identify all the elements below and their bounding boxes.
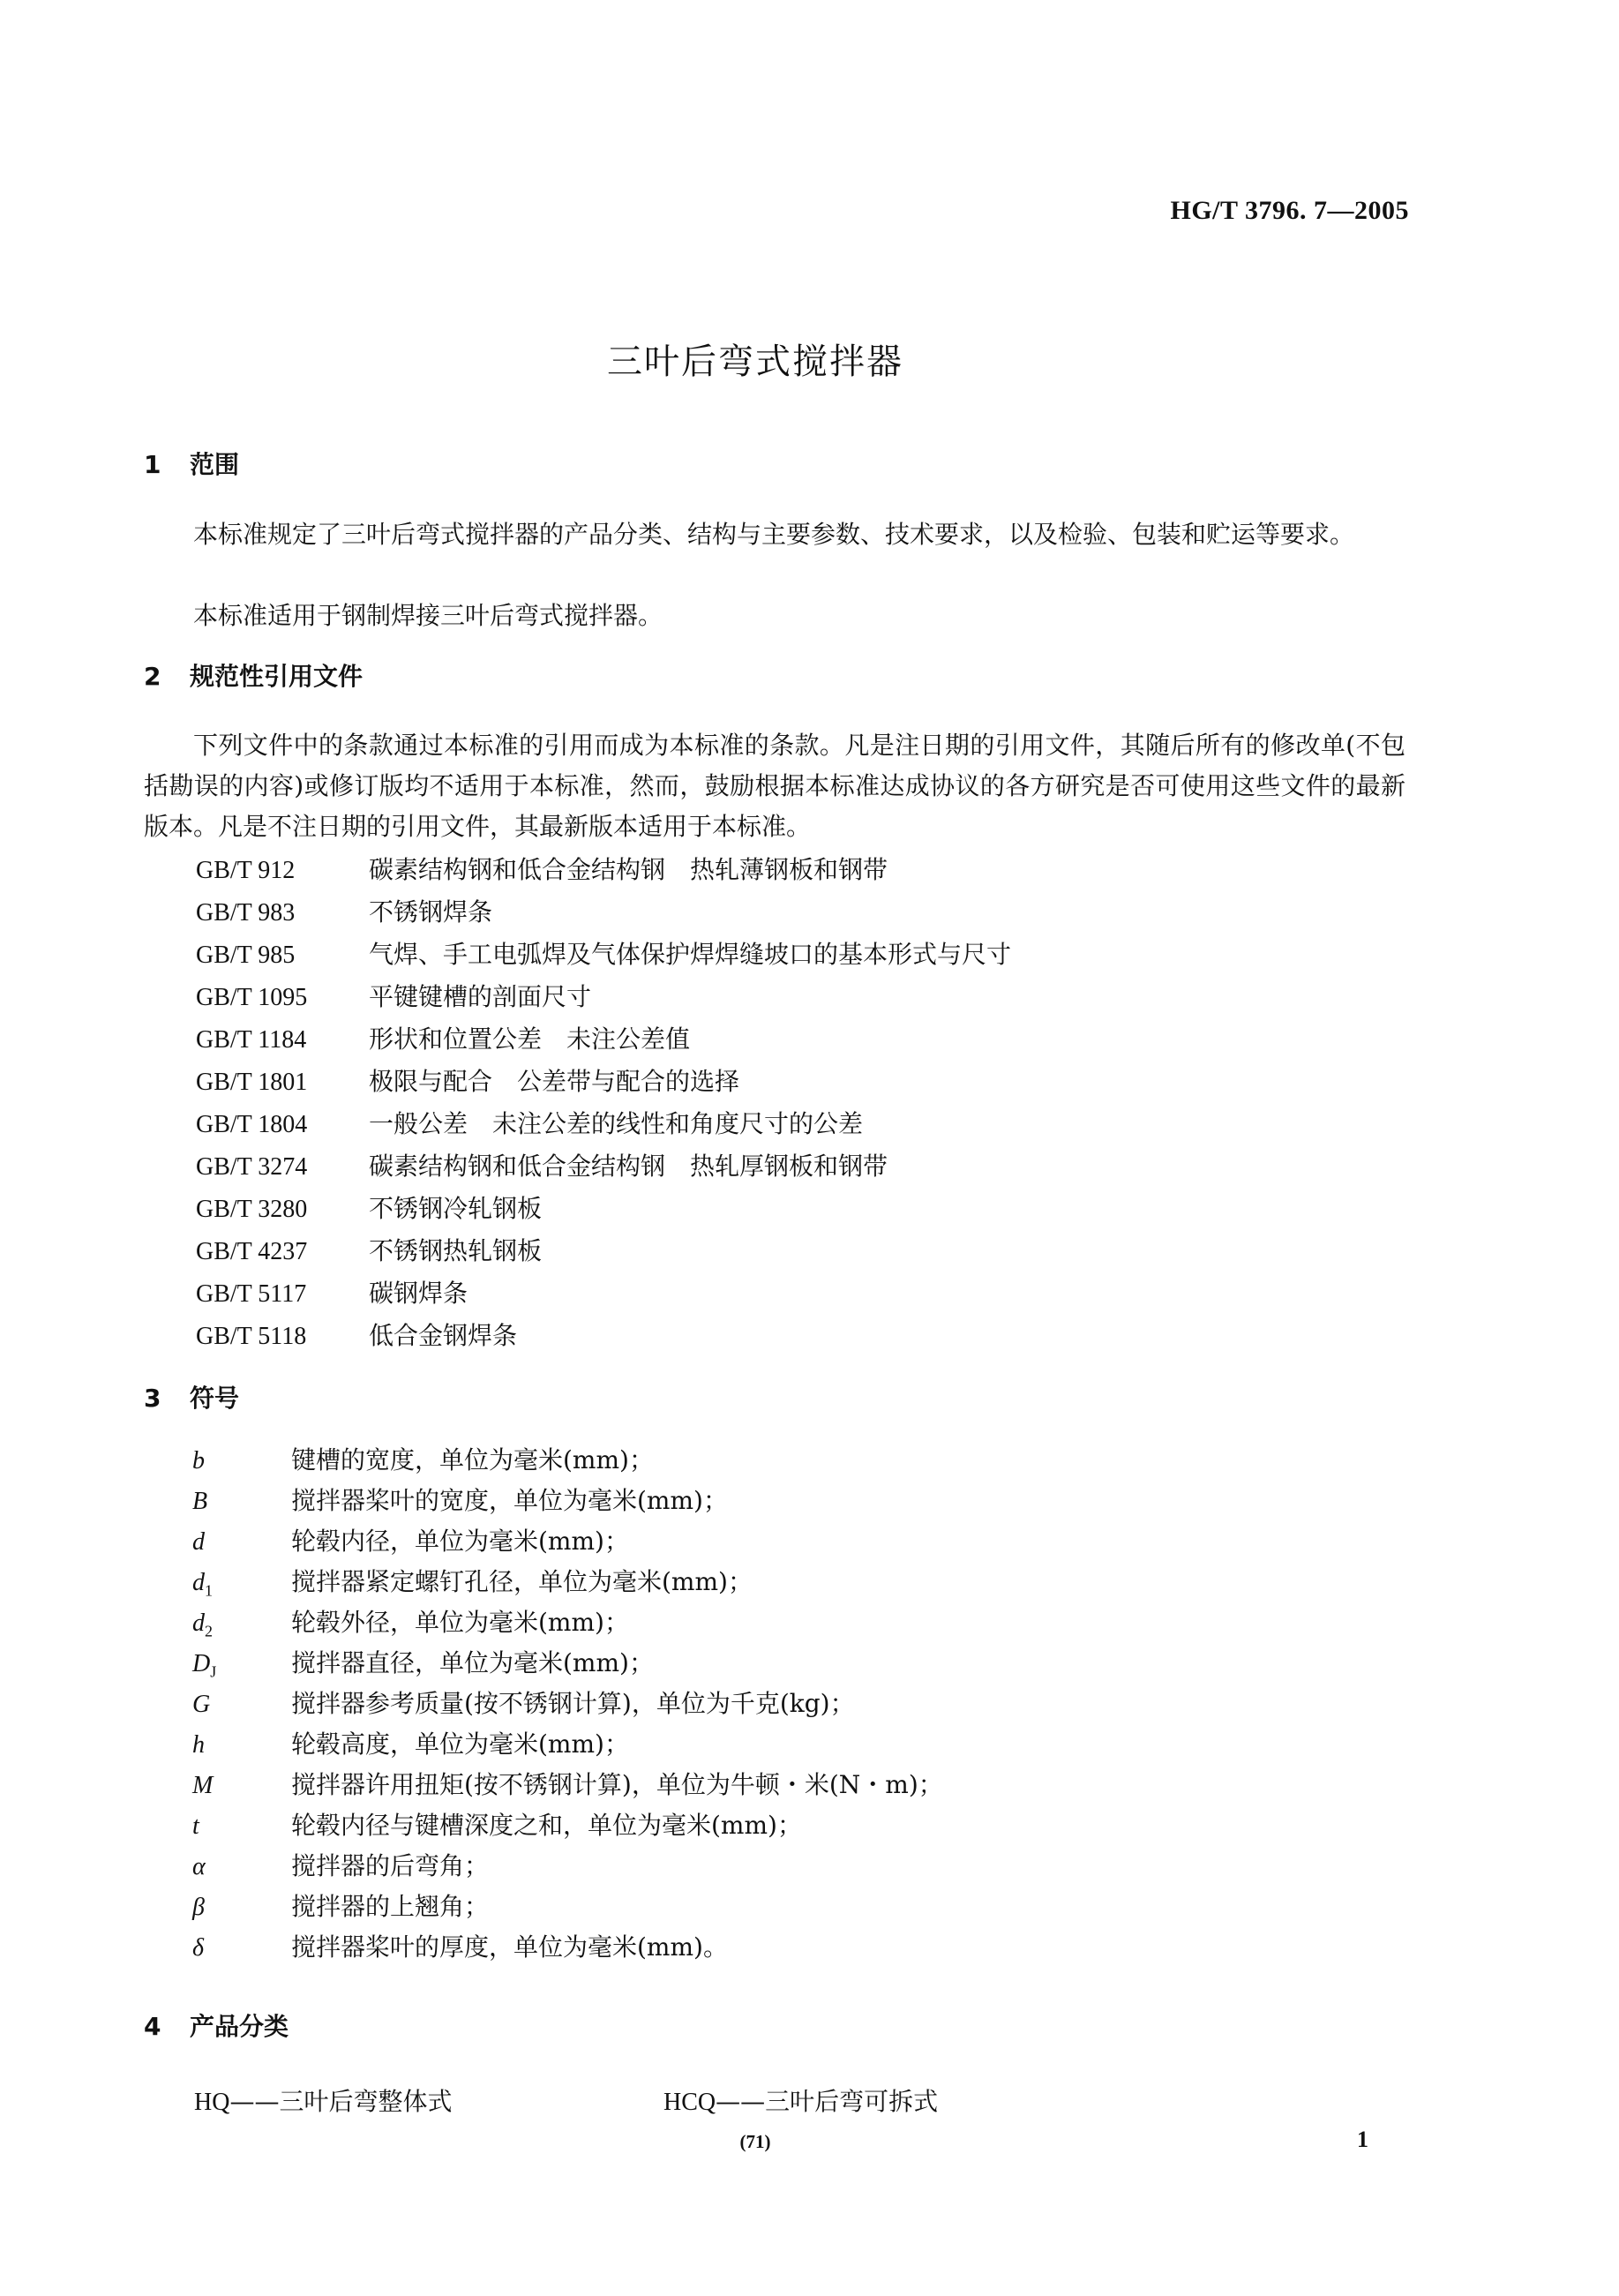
symbol-description: 搅拌器许用扭矩(按不锈钢计算)，单位为牛顿・米(N・m)； <box>291 1770 943 1799</box>
scope-paragraph-1: 本标准规定了三叶后弯式搅拌器的产品分类、结构与主要参数、技术要求，以及检验、包装和贮运等要求。 <box>193 520 1355 549</box>
section-title: 规范性引用文件 <box>190 662 364 691</box>
symbol-description: 轮毂高度，单位为毫米(mm)； <box>291 1730 629 1759</box>
reference-title: 平键键槽的剖面尺寸 <box>369 982 592 1011</box>
section-number: 4 <box>144 2012 161 2041</box>
reference-item <box>196 891 1431 934</box>
section-title: 符号 <box>190 1384 240 1413</box>
section-number: 3 <box>144 1384 161 1413</box>
reference-code: GB/T 1804 <box>196 1111 308 1138</box>
reference-code: GB/T 1184 <box>196 1026 307 1054</box>
symbol: B <box>192 1488 208 1515</box>
document-title: 三叶后弯式搅拌器 <box>607 341 903 382</box>
section-heading-classification <box>144 2007 289 2043</box>
section-title: 产品分类 <box>190 2012 289 2041</box>
classification-name: 三叶后弯整体式 <box>279 2087 453 2116</box>
symbol-description: 搅拌器直径，单位为毫米(mm)； <box>291 1648 654 1677</box>
symbol-item <box>192 1927 943 1968</box>
standard-code: HG/T 3796. 7—2005 <box>1170 196 1409 225</box>
reference-code: GB/T 1801 <box>196 1069 308 1096</box>
classification-item <box>663 2082 938 2118</box>
symbol: $D_J$ <box>192 1650 217 1681</box>
reference-code: GB/T 5117 <box>196 1280 307 1308</box>
reference-title: 不锈钢热轧钢板 <box>369 1236 543 1265</box>
classification-code: HCQ <box>663 2089 716 2116</box>
symbol: b <box>192 1447 205 1474</box>
section-number: 1 <box>144 450 161 479</box>
reference-item <box>196 849 1431 891</box>
reference-title: 极限与配合 公差带与配合的选择 <box>369 1067 740 1096</box>
page-marker: (71) <box>739 2131 771 2152</box>
symbol-description: 轮毂内径与键槽深度之和，单位为毫米(mm)； <box>291 1811 802 1840</box>
reference-title: 形状和位置公差 未注公差值 <box>369 1024 691 1054</box>
reference-item <box>196 1145 1431 1188</box>
section-number: 2 <box>144 662 161 691</box>
reference-item <box>196 934 1431 976</box>
classification-dash: —— <box>716 2087 766 2116</box>
section-heading-scope <box>144 446 239 481</box>
reference-item <box>196 1103 1431 1145</box>
symbol-item <box>192 1684 943 1724</box>
section-heading-symbols <box>144 1379 239 1414</box>
reference-title: 气焊、手工电弧焊及气体保护焊焊缝坡口的基本形式与尺寸 <box>369 940 1012 969</box>
symbol-description: 搅拌器的后弯角； <box>291 1851 490 1880</box>
reference-code: GB/T 912 <box>196 857 296 884</box>
symbol-item <box>192 1521 943 1562</box>
reference-code: GB/T 983 <box>196 899 296 927</box>
symbol: α <box>192 1853 206 1880</box>
symbol: $d_1$ <box>192 1569 213 1600</box>
reference-code: GB/T 3274 <box>196 1153 308 1181</box>
section-title: 范围 <box>190 450 240 479</box>
scope-paragraph-2: 本标准适用于钢制焊接三叶后弯式搅拌器。 <box>193 601 663 630</box>
classification-item <box>194 2082 452 2118</box>
symbol-item <box>192 1887 943 1927</box>
reference-code: GB/T 1095 <box>196 984 308 1011</box>
symbol-list <box>192 1440 943 1968</box>
reference-item <box>196 1018 1431 1061</box>
symbol: M <box>192 1772 214 1799</box>
reference-code: GB/T 985 <box>196 942 296 969</box>
reference-code: GB/T 4237 <box>196 1238 308 1265</box>
reference-title: 一般公差 未注公差的线性和角度尺寸的公差 <box>369 1109 864 1138</box>
symbol-description: 键槽的宽度，单位为毫米(mm)； <box>291 1445 654 1474</box>
page-number: 1 <box>1357 2127 1368 2152</box>
classification-code: HQ <box>194 2089 230 2116</box>
symbol-item <box>192 1846 943 1887</box>
symbol-description: 轮毂外径，单位为毫米(mm)； <box>291 1608 629 1637</box>
reference-title: 碳钢焊条 <box>369 1279 468 1308</box>
symbol-description: 搅拌器紧定螺钉孔径，单位为毫米(mm)； <box>291 1567 753 1596</box>
reference-title: 不锈钢焊条 <box>369 897 493 927</box>
section-heading-references <box>144 657 363 693</box>
symbol-description: 搅拌器的上翘角； <box>291 1892 490 1921</box>
symbol-description: 搅拌器桨叶的宽度，单位为毫米(mm)； <box>291 1486 728 1515</box>
symbol-item <box>192 1765 943 1805</box>
reference-code: GB/T 3280 <box>196 1196 308 1223</box>
reference-title: 碳素结构钢和低合金结构钢 热轧薄钢板和钢带 <box>369 855 888 884</box>
reference-title: 不锈钢冷轧钢板 <box>369 1194 543 1223</box>
classification-dash: —— <box>229 2087 280 2116</box>
symbol-item <box>192 1481 943 1521</box>
reference-item <box>196 1061 1431 1103</box>
reference-item <box>196 976 1431 1018</box>
reference-item <box>196 1188 1431 1230</box>
symbol: G <box>192 1691 211 1718</box>
references-intro: 下列文件中的条款通过本标准的引用而成为本标准的条款。凡是注日期的引用文件，其随后所有的修改单(不包括勘误的内容)或修订版均不适用于本标准，然而，鼓励根据本标准达成协议的各方研究是否可使用这些文件的最新版本。凡是不注日期的引用文件，其最新版本适用于本标准。 <box>144 731 1405 841</box>
symbol-item <box>192 1440 943 1481</box>
symbol: $d_2$ <box>192 1609 213 1640</box>
classification-name: 三叶后弯可拆式 <box>765 2087 939 2116</box>
reference-title: 低合金钢焊条 <box>369 1321 518 1350</box>
symbol: d <box>192 1528 205 1556</box>
symbol: t <box>192 1812 199 1840</box>
symbol-item <box>192 1724 943 1765</box>
symbol-item <box>192 1805 943 1846</box>
symbol-item <box>192 1643 943 1684</box>
symbol: h <box>192 1731 205 1759</box>
symbol-item <box>192 1602 943 1643</box>
reference-item <box>196 1272 1431 1315</box>
reference-code: GB/T 5118 <box>196 1323 307 1350</box>
symbol-description: 搅拌器参考质量(按不锈钢计算)，单位为千克(kg)； <box>291 1689 855 1718</box>
symbol-item <box>192 1562 943 1602</box>
symbol-description: 搅拌器桨叶的厚度，单位为毫米(mm)。 <box>291 1932 728 1962</box>
symbol: δ <box>192 1934 205 1962</box>
reference-item <box>196 1230 1431 1272</box>
symbol-description: 轮毂内径，单位为毫米(mm)； <box>291 1527 629 1556</box>
reference-title: 碳素结构钢和低合金结构钢 热轧厚钢板和钢带 <box>369 1152 888 1181</box>
reference-list <box>196 849 1431 1357</box>
reference-item <box>196 1315 1431 1357</box>
symbol: β <box>192 1894 205 1921</box>
